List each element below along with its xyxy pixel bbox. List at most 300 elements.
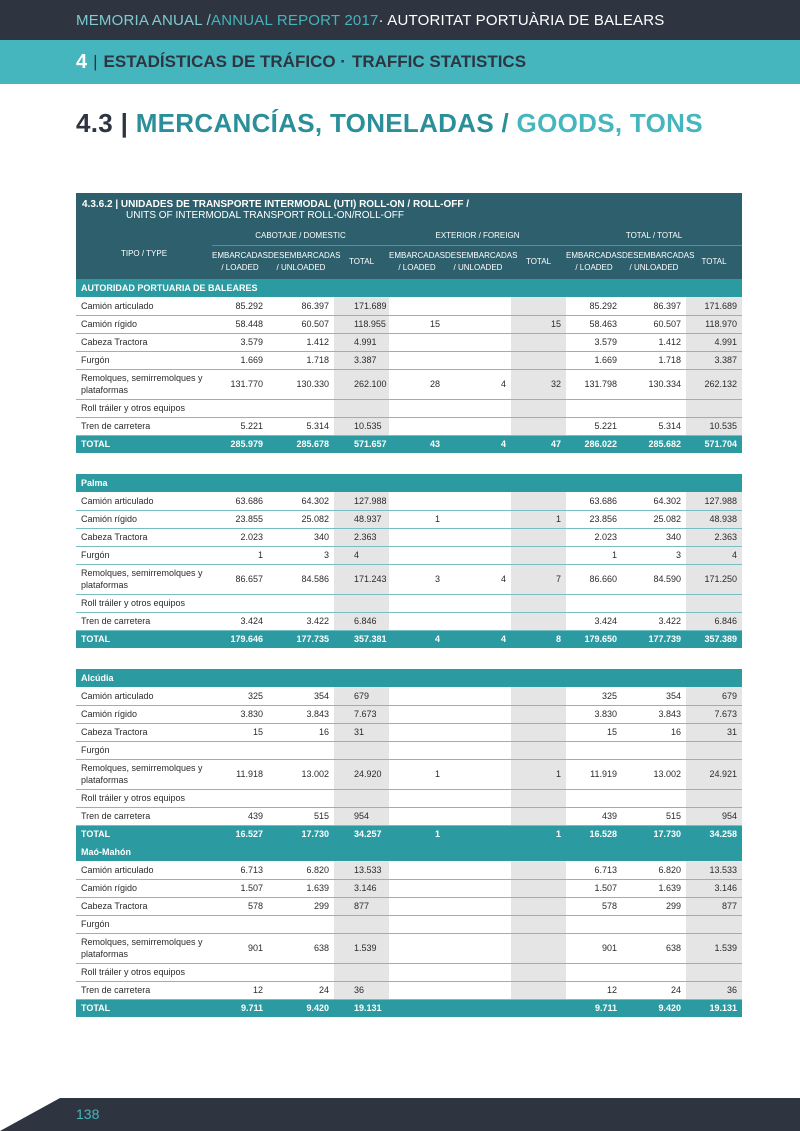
chapter-divider: | <box>93 52 98 71</box>
table-cell <box>511 297 566 315</box>
caption-line-2: UNITS OF INTERMODAL TRANSPORT ROLL-ON/ROLL-OFF <box>126 210 404 221</box>
table-cell <box>445 789 511 807</box>
table-cell: 36 <box>334 981 389 999</box>
table-cell: 3.146 <box>334 879 389 897</box>
table-cell <box>445 687 511 705</box>
table-cell <box>389 915 445 933</box>
table-row <box>76 741 742 759</box>
row-label: Camión articulado <box>76 297 212 315</box>
table-cell: 6.713 <box>566 861 622 879</box>
page-number: 138 <box>76 1106 100 1122</box>
table-cell: 60.507 <box>268 315 334 333</box>
table-cell <box>445 981 511 999</box>
header-tipo: TIPO / TYPE <box>76 227 212 279</box>
table-cell: 901 <box>212 933 268 963</box>
table-cell <box>445 723 511 741</box>
table-cell: 578 <box>566 897 622 915</box>
table-cell <box>445 351 511 369</box>
table-cell: 12 <box>212 981 268 999</box>
total-cell: 8 <box>511 630 566 648</box>
total-cell: 19.131 <box>686 999 742 1017</box>
total-cell: 4 <box>389 630 445 648</box>
row-label: Furgón <box>76 915 212 933</box>
table-cell <box>389 861 445 879</box>
table-cell: 28 <box>389 369 445 399</box>
table-cell: 1.669 <box>566 351 622 369</box>
table-cell <box>686 963 742 981</box>
table-cell: 3.843 <box>268 705 334 723</box>
table-cell: 439 <box>566 807 622 825</box>
table-cell: 118.955 <box>334 315 389 333</box>
table-cell: 877 <box>334 897 389 915</box>
table-cell: 13.533 <box>686 861 742 879</box>
table-cell <box>389 492 445 510</box>
table-cell: 1.639 <box>622 879 686 897</box>
table-cell <box>389 723 445 741</box>
table-cell <box>445 297 511 315</box>
total-cell <box>445 999 511 1017</box>
table-cell <box>566 789 622 807</box>
total-cell: 4 <box>445 435 511 453</box>
table-cell <box>389 705 445 723</box>
row-label: Remolques, semirremolques y plataformas <box>76 564 212 594</box>
table-cell <box>686 741 742 759</box>
row-label: Tren de carretera <box>76 807 212 825</box>
table-row <box>76 333 742 351</box>
total-cell <box>511 999 566 1017</box>
table-cell <box>334 399 389 417</box>
subheader-foreign-tot <box>511 245 566 279</box>
subheader-text: EMBARCADAS <box>212 251 269 261</box>
table-cell <box>212 915 268 933</box>
table-cell <box>389 981 445 999</box>
table-cell: 6.846 <box>334 612 389 630</box>
header-group-total: TOTAL / TOTAL <box>566 227 742 245</box>
total-cell: 1 <box>511 825 566 843</box>
table-cell <box>686 915 742 933</box>
table-cell <box>389 807 445 825</box>
header-annual-report: ANNUAL REPORT 2017 <box>210 11 379 29</box>
table-row <box>76 705 742 723</box>
spacer-cell <box>76 453 742 474</box>
table-cell: 954 <box>686 807 742 825</box>
table-row <box>76 981 742 999</box>
table-cell <box>445 333 511 351</box>
table-cell: 1.669 <box>212 351 268 369</box>
total-cell <box>389 999 445 1017</box>
table-cell: 24.921 <box>686 759 742 789</box>
table-cell: 1 <box>389 759 445 789</box>
table-cell <box>389 933 445 963</box>
table-cell: 60.507 <box>622 315 686 333</box>
table-cell: 10.535 <box>334 417 389 435</box>
row-label: Cabeza Tractora <box>76 528 212 546</box>
table-cell <box>511 723 566 741</box>
table-cell <box>389 879 445 897</box>
table-row <box>76 351 742 369</box>
table-cell: 11.919 <box>566 759 622 789</box>
table-cell: 299 <box>268 897 334 915</box>
row-label: Tren de carretera <box>76 612 212 630</box>
table-cell <box>511 546 566 564</box>
table-cell: 13.002 <box>268 759 334 789</box>
table-row <box>76 315 742 333</box>
table-cell <box>686 789 742 807</box>
total-cell: 4 <box>445 630 511 648</box>
table-cell: 3.579 <box>212 333 268 351</box>
table-cell <box>445 492 511 510</box>
table-cell <box>566 963 622 981</box>
total-cell: 47 <box>511 435 566 453</box>
table-cell: 3.424 <box>566 612 622 630</box>
table-cell <box>445 399 511 417</box>
table-cell <box>268 741 334 759</box>
table-cell: 877 <box>686 897 742 915</box>
total-cell: 9.420 <box>622 999 686 1017</box>
table-cell: 171.689 <box>334 297 389 315</box>
table-row <box>76 915 742 933</box>
table-cell <box>511 933 566 963</box>
table-cell: 13.533 <box>334 861 389 879</box>
table-cell <box>268 594 334 612</box>
section-spacer <box>76 453 742 474</box>
table-row <box>76 564 742 594</box>
table-cell: 13.002 <box>622 759 686 789</box>
table-cell: 1.718 <box>622 351 686 369</box>
table-cell: 262.132 <box>686 369 742 399</box>
table-cell: 3 <box>622 546 686 564</box>
table-cell <box>268 789 334 807</box>
table-cell <box>212 399 268 417</box>
table-cell <box>511 789 566 807</box>
table-cell: 64.302 <box>622 492 686 510</box>
section-header-row <box>76 669 742 687</box>
row-label: Camión rígido <box>76 510 212 528</box>
table-cell <box>445 759 511 789</box>
table-cell <box>686 594 742 612</box>
table-cell <box>445 594 511 612</box>
table-cell <box>511 981 566 999</box>
table-cell: 439 <box>212 807 268 825</box>
total-label: TOTAL <box>76 999 212 1017</box>
title-en: GOODS, TONS <box>516 108 703 138</box>
subheader-total-des <box>622 245 695 279</box>
chapter-title-es: ESTADÍSTICAS DE TRÁFICO · <box>103 52 346 71</box>
table-cell: 118.970 <box>686 315 742 333</box>
total-cell: 16.527 <box>212 825 268 843</box>
table-cell <box>212 963 268 981</box>
table-cell: 5.314 <box>268 417 334 435</box>
table-cell: 15 <box>566 723 622 741</box>
table-cell <box>334 594 389 612</box>
table-cell: 1 <box>389 510 445 528</box>
table-cell <box>511 687 566 705</box>
table-cell <box>511 399 566 417</box>
table-cell <box>445 963 511 981</box>
row-label: Furgón <box>76 351 212 369</box>
subheader-text: EMBARCADAS <box>389 251 446 261</box>
table-cell: 325 <box>566 687 622 705</box>
section-header-row <box>76 843 742 861</box>
table-cell <box>511 897 566 915</box>
total-cell: 179.646 <box>212 630 268 648</box>
table-cell: 7.673 <box>686 705 742 723</box>
subheader-text: TOTAL <box>701 257 727 267</box>
table-cell <box>268 963 334 981</box>
row-label: Cabeza Tractora <box>76 333 212 351</box>
table-cell <box>445 897 511 915</box>
table-cell: 3 <box>268 546 334 564</box>
row-label: Camión rígido <box>76 705 212 723</box>
section-name: AUTORIDAD PORTUARIA DE BALEARES <box>76 279 742 297</box>
table-cell <box>389 351 445 369</box>
table-cell: 340 <box>622 528 686 546</box>
table-cell <box>389 417 445 435</box>
table-cell: 1 <box>566 546 622 564</box>
table-cell <box>389 789 445 807</box>
subheader-text: / LOADED <box>221 263 259 273</box>
section-name: Alcúdia <box>76 669 742 687</box>
table-cell: 2.023 <box>212 528 268 546</box>
chapter-title-en: TRAFFIC STATISTICS <box>351 52 527 71</box>
table-cell: 16 <box>622 723 686 741</box>
table-cell: 2.023 <box>566 528 622 546</box>
table-row <box>76 417 742 435</box>
table-cell <box>389 612 445 630</box>
header-group-foreign: EXTERIOR / FOREIGN <box>389 227 566 245</box>
table-cell: 1.412 <box>268 333 334 351</box>
row-label: Camión articulado <box>76 492 212 510</box>
total-cell: 286.022 <box>566 435 622 453</box>
table-cell: 679 <box>334 687 389 705</box>
row-label: Roll tráiler y otros equipos <box>76 963 212 981</box>
table-cell: 15 <box>212 723 268 741</box>
total-cell: 285.979 <box>212 435 268 453</box>
table-cell: 36 <box>686 981 742 999</box>
table-cell <box>334 741 389 759</box>
table-cell: 638 <box>268 933 334 963</box>
table-cell: 32 <box>511 369 566 399</box>
subheader-total-tot <box>686 245 742 279</box>
subheader-text: DESEMBARCADAS <box>445 251 518 261</box>
subheader-foreign-des <box>445 245 518 279</box>
row-label: Roll tráiler y otros equipos <box>76 399 212 417</box>
table-row <box>76 369 742 399</box>
table-cell <box>389 594 445 612</box>
table-cell <box>389 297 445 315</box>
table-row <box>76 546 742 564</box>
table-cell: 171.250 <box>686 564 742 594</box>
total-cell: 34.258 <box>686 825 742 843</box>
total-row <box>76 999 742 1017</box>
table-cell: 31 <box>334 723 389 741</box>
table-cell: 85.292 <box>566 297 622 315</box>
table-cell: 58.448 <box>212 315 268 333</box>
table-cell: 171.243 <box>334 564 389 594</box>
total-cell: 17.730 <box>622 825 686 843</box>
table-row <box>76 399 742 417</box>
row-label: Furgón <box>76 741 212 759</box>
subheader-text: DESEMBARCADAS <box>268 251 341 261</box>
table-cell <box>445 741 511 759</box>
subheader-text: / UNLOADED <box>453 263 503 273</box>
page-title <box>76 108 703 139</box>
total-cell: 177.735 <box>268 630 334 648</box>
table-cell <box>511 333 566 351</box>
row-label: Remolques, semirremolques y plataformas <box>76 369 212 399</box>
table-cell: 3.387 <box>334 351 389 369</box>
table-cell: 4.991 <box>334 333 389 351</box>
table-row <box>76 861 742 879</box>
table-cell <box>445 933 511 963</box>
table-cell: 7 <box>511 564 566 594</box>
table-cell: 1.718 <box>268 351 334 369</box>
table-cell: 171.689 <box>686 297 742 315</box>
uti-table <box>76 193 742 1017</box>
table-cell: 1.639 <box>268 879 334 897</box>
row-label: Roll tráiler y otros equipos <box>76 594 212 612</box>
table-cell: 4 <box>445 369 511 399</box>
table-cell: 5.314 <box>622 417 686 435</box>
header-group-domestic: CABOTAJE / DOMESTIC <box>212 227 389 245</box>
total-cell: 43 <box>389 435 445 453</box>
table-cell: 4 <box>686 546 742 564</box>
caption-line-1: 4.3.6.2 | UNIDADES DE TRANSPORTE INTERMODAL (UTI) ROLL-ON / ROLL-OFF / <box>82 199 470 210</box>
table-row <box>76 594 742 612</box>
table-cell <box>445 315 511 333</box>
table-row <box>76 879 742 897</box>
table-cell: 1.539 <box>334 933 389 963</box>
table-row <box>76 759 742 789</box>
table-cell: 84.586 <box>268 564 334 594</box>
row-label: Remolques, semirremolques y plataformas <box>76 759 212 789</box>
table-row <box>76 510 742 528</box>
total-cell: 179.650 <box>566 630 622 648</box>
total-row <box>76 630 742 648</box>
table-row <box>76 963 742 981</box>
table-cell: 340 <box>268 528 334 546</box>
table-cell <box>334 789 389 807</box>
table-cell <box>389 333 445 351</box>
table-cell <box>622 915 686 933</box>
subheader-foreign-emb <box>389 245 445 279</box>
total-cell: 177.739 <box>622 630 686 648</box>
total-cell: 9.420 <box>268 999 334 1017</box>
subheader-text: DESEMBARCADAS <box>622 251 695 261</box>
table-cell <box>511 612 566 630</box>
total-cell: 34.257 <box>334 825 389 843</box>
table-row <box>76 492 742 510</box>
table-cell: 1.539 <box>686 933 742 963</box>
section-name: Palma <box>76 474 742 492</box>
subheader-text: EMBARCADAS <box>566 251 623 261</box>
table-cell <box>511 879 566 897</box>
table-cell: 6.846 <box>686 612 742 630</box>
chapter-bar <box>0 40 800 84</box>
total-cell: 16.528 <box>566 825 622 843</box>
table-cell: 127.988 <box>686 492 742 510</box>
section-name: Maó-Mahón <box>76 843 742 861</box>
total-cell: 285.678 <box>268 435 334 453</box>
table-cell: 63.686 <box>566 492 622 510</box>
row-label: Tren de carretera <box>76 981 212 999</box>
table-cell <box>622 789 686 807</box>
table-cell <box>622 741 686 759</box>
spacer-cell <box>76 648 742 669</box>
table-cell: 901 <box>566 933 622 963</box>
table-cell: 24.920 <box>334 759 389 789</box>
subheader-text: / UNLOADED <box>629 263 679 273</box>
table-cell <box>389 687 445 705</box>
total-cell: 357.381 <box>334 630 389 648</box>
table-cell <box>389 399 445 417</box>
table-cell <box>686 399 742 417</box>
table-cell: 1 <box>511 510 566 528</box>
table-cell: 86.657 <box>212 564 268 594</box>
table-cell <box>511 492 566 510</box>
section-header-row <box>76 279 742 297</box>
table-cell <box>334 963 389 981</box>
table-cell: 3.146 <box>686 879 742 897</box>
total-cell: 17.730 <box>268 825 334 843</box>
table-cell <box>511 417 566 435</box>
table-cell <box>334 915 389 933</box>
table-cell <box>445 510 511 528</box>
table-cell: 85.292 <box>212 297 268 315</box>
row-label: Cabeza Tractora <box>76 897 212 915</box>
header-authority: · AUTORITAT PORTUÀRIA DE BALEARS <box>378 11 665 29</box>
section-spacer <box>76 648 742 669</box>
table-cell: 515 <box>268 807 334 825</box>
table-cell <box>445 546 511 564</box>
table-cell: 25.082 <box>268 510 334 528</box>
table-cell: 325 <box>212 687 268 705</box>
table-cell: 1 <box>212 546 268 564</box>
table-cell <box>268 915 334 933</box>
table-row <box>76 612 742 630</box>
table-cell: 3.579 <box>566 333 622 351</box>
uti-table-container <box>76 193 742 1017</box>
table-cell <box>511 861 566 879</box>
table-cell: 48.937 <box>334 510 389 528</box>
table-cell: 354 <box>622 687 686 705</box>
total-cell: 285.682 <box>622 435 686 453</box>
table-cell <box>445 417 511 435</box>
table-cell: 23.855 <box>212 510 268 528</box>
subheader-text: TOTAL <box>525 257 552 267</box>
table-cell: 15 <box>511 315 566 333</box>
table-cell <box>622 594 686 612</box>
footer-corner-decoration <box>0 1098 60 1131</box>
row-label: Camión articulado <box>76 687 212 705</box>
table-cell: 131.770 <box>212 369 268 399</box>
table-cell: 638 <box>622 933 686 963</box>
table-cell: 7.673 <box>334 705 389 723</box>
table-cell: 3.830 <box>566 705 622 723</box>
table-row <box>76 807 742 825</box>
table-cell: 6.820 <box>268 861 334 879</box>
table-cell <box>389 897 445 915</box>
total-cell <box>445 825 511 843</box>
table-row <box>76 897 742 915</box>
table-cell: 5.221 <box>566 417 622 435</box>
table-cell <box>566 741 622 759</box>
table-cell <box>566 594 622 612</box>
table-cell <box>389 546 445 564</box>
subheader-text: / UNLOADED <box>276 263 326 273</box>
row-label: Remolques, semirremolques y plataformas <box>76 933 212 963</box>
table-cell: 2.363 <box>686 528 742 546</box>
